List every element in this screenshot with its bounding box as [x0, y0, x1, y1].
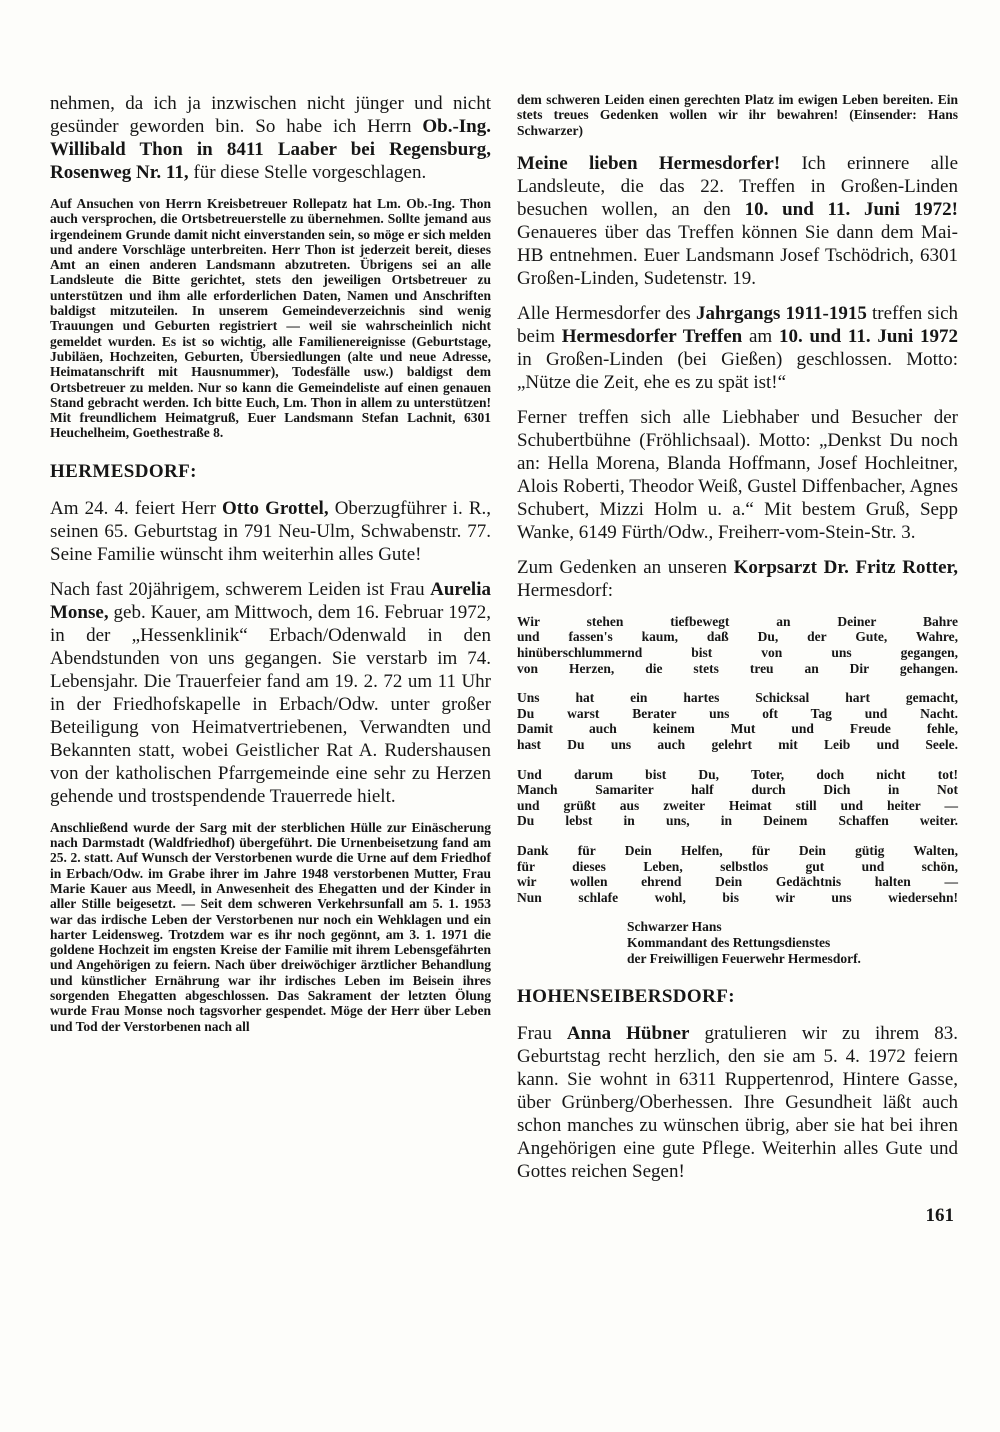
paragraph-thon-proposal: nehmen, da ich ja inzwischen nicht jünger und nicht gesünder geworden bin. So habe ich Herrn Ob.-Ing. Willibald Thon in 8411 Laaber bei Regensburg, Rosenweg Nr. 11, für diese Stelle vorgeschlagen. — [50, 93, 491, 183]
paragraph-thon-details: Auf Ansuchen von Herrn Kreisbetreuer Rollepatz hat Lm. Ob.-Ing. Thon auch versprochen, die Ortsbetreuerstelle zu übernehmen. Sollte jemand aus irgendeinem Grunde damit nicht einverstanden sein, so möge er sich melden und andere Vorschläge unterbreiten. Herr Thon ist jederzeit bereit, dieses Amt an einen anderen Landsmann abzutreten. Übrigens sei an alle Landsleute die Bitte gerichtet, stets den jeweiligen Ortsbetreuer zu unterstützen und ihm alle erforderlichen Daten, Namen und Anschriften baldigst mitzuteilen. In unserem Gemeindeverzeichnis sind wenig Trauungen und Geburten registriert — weil sie wahrscheinlich nicht gemeldet wurden. Es ist so wichtig, alle Familienereignisse (Geburtstage, Jubiläen, Hochzeiten, Geburten, Übersiedlungen (alte und neue Adresse, Heimatanschrift mit Hausnummer), Todesfälle usw.) baldigst dem Ortsbetreuer zu melden. Nur so kann die Gemeindeliste auf einen genauen Stand gebracht werden. Ich bitte Euch, Lm. Thon in allem zu unterstützen! Mit freundlichem Heimatgruß, Euer Landsmann Stefan Lachnit, 6301 Heuchelheim, Goethestraße 8. — [50, 196, 491, 441]
paragraph-monse-burial-details: Anschließend wurde der Sarg mit der sterblichen Hülle zur Einäscherung nach Darmstadt (Waldfriedhof) übergeführt. Die Urnenbeisetzung fand am 25. 2. statt. Auf Wunsch der Verstorbenen wurde die Urne auf dem Friedhof in Erbach/Odw. im Grabe ihrer im Jahre 1948 verstorbenen Mutter, Frau Marie Kauer aus Meedl, in Anwesenheit des Ehegatten und der Kinder in aller Stille beigesetzt. — Seit dem schweren Verkehrsunfall am 5. 1. 1953 war das irdische Leben der Verstorbenen nur noch ein Wehklagen und ein harter Leidensweg. Trotzdem war es ihr noch gegönnt, am 3. 1. 1971 die goldene Hochzeit im engsten Kreise der Familie mit ihrem Lebensgefährten und Angehörigen zu feiern. Nach über dreiwöchiger ärztlicher Behandlung und künstlicher Ernährung war ihr irdisches Leben im Beisein ihres sorgenden Ehegatten abgeschlossen. Das Sakrament der letzten Ölung wurde Frau Monse noch tagsvorher gespendet. Möge der Herr über Leben und Tod der Verstorbenen nach all — [50, 819, 491, 1034]
section-heading-hohenseibersdorf: HOHENSEIBERSDORF: — [517, 986, 735, 1008]
poem-stanza-2: Uns hat ein hartes Schicksal hart gemacht, Du warst Berater uns oft Tag und Nacht. Damit auch keinem Mut und Freude fehle, hast Du uns auch gelehrt mit Leib und Seele. — [517, 690, 958, 753]
paragraph-gedenken-intro: Zum Gedenken an unseren Korpsarzt Dr. Fritz Rotter, Hermesdorf: — [517, 556, 958, 601]
page-number: 161 — [925, 1205, 954, 1227]
paragraph-schubertbuehne: Ferner treffen sich alle Liebhaber und Besucher der Schubertbühne (Fröhlichsaal). Motto: „Denkst Du noch an: Hella Morena, Blanda Hoffmann, Josef Hochleitner, Alois Roberti, Theodor Weiß, Gustel Diffenbacher, Agnes Schubert, Mizzi Holm u. a.“ Mit bestem Gruß, Sepp Wanke, 6149 Fürth/Odw., Freiherr-vom-Stein-Str. 3. — [517, 406, 958, 543]
poem-stanza-1: Wir stehen tiefbewegt an Deiner Bahre und fassen's kaum, daß Du, der Gute, Wahre, hinüberschlummernd bist von uns gegangen, von Herzen, die stets treu an Dir gehangen. — [517, 613, 958, 676]
section-heading-hermesdorf: HERMESDORF: — [50, 460, 197, 482]
poem-stanza-4: Dank für Dein Helfen, für Dein gütig Walten, für dieses Leben, selbstlos gut und schön, wir wollen ehrend Dein Gedächtnis halten — Nun schlafe wohl, bis wir uns wiedersehn! — [517, 843, 958, 905]
memorial-poem — [517, 614, 958, 906]
paragraph-jahrgang-treffen: Alle Hermesdorfer des Jahrgangs 1911-1915 treffen sich beim Hermesdorfer Treffen am 10. und 11. Juni 1972 in Großen-Linden (bei Gießen) geschlossen. Motto: „Nütze die Zeit, ehe es zu spät ist!“ — [517, 302, 959, 393]
paragraph-monse-continuation: dem schweren Leiden einen gerechten Platz im ewigen Leben bereiten. Ein stets treues Gedenken wollen wir ihr bewahren! (Einsender: Hans Schwarzer) — [517, 92, 958, 138]
signature-block: Schwarzer Hans Kommandant des Rettungsdienstes der Freiwilligen Feuerwehr Hermesdorf. — [627, 919, 861, 966]
paragraph-treffen-reminder: Meine lieben Hermesdorfer! Ich erinnere alle Landsleute, die das 22. Treffen in Großen-Linden besuchen wollen, an den 10. und 11. Juni 1972! Genaueres über das Treffen können Sie dann dem Mai-HB entnehmen. Euer Landsmann Josef Tschödrich, 6301 Großen-Linden, Sudetenstr. 19. — [517, 152, 959, 289]
left-column — [50, 92, 491, 1227]
paragraph-grottel-birthday: Am 24. 4. feiert Herr Otto Grottel, Oberzugführer i. R., seinen 65. Geburtstag in 791 Neu-Ulm, Schwabenstr. 77. Seine Familie wünscht ihm weiterhin alles Gute! — [50, 497, 491, 565]
poem-stanza-3: Und darum bist Du, Toter, doch nicht tot! Manch Samariter half durch Dich in Not und grüßt aus zweiter Heimat still und heiter — Du lebst in uns, in Deinem Schaffen weiter. — [517, 766, 958, 829]
paragraph-huebner-birthday: Frau Anna Hübner gratulieren wir zu ihrem 83. Geburtstag recht herzlich, den sie am 5. 4. 1972 feiern kann. Sie wohnt in 6311 Ruppertenrod, Hintere Gasse, über Grünberg/Oberhessen. Ihre Gesundheit läßt auch schon manches zu wünschen übrig, aber sie hat bei ihren Angehörigen eine gute Pflege. Weiterhin alles Gute und Gottes reichen Segen! — [517, 1023, 959, 1183]
right-column — [517, 92, 958, 1227]
paragraph-monse-obituary: Nach fast 20jährigem, schwerem Leiden ist Frau Aurelia Monse, geb. Kauer, am Mittwoch, dem 16. Februar 1972, in der „Hessenklinik“ Erbach/Odenwald in den Abendstunden von uns gegangen. Sie verstarb im 74. Lebensjahr. Die Trauerfeier fand am 19. 2. 72 um 11 Uhr in der Friedhofskapelle in Erbach/Odw. unter großer Beteiligung von Heimatvertriebenen, Verwandten und Bekannten statt, wobei Geistlicher Rat A. Rudershausen von der katholischen Pfarrgemeinde eine sehr zu Herzen gehende und trostspendende Trauerrede hielt. — [50, 578, 491, 807]
